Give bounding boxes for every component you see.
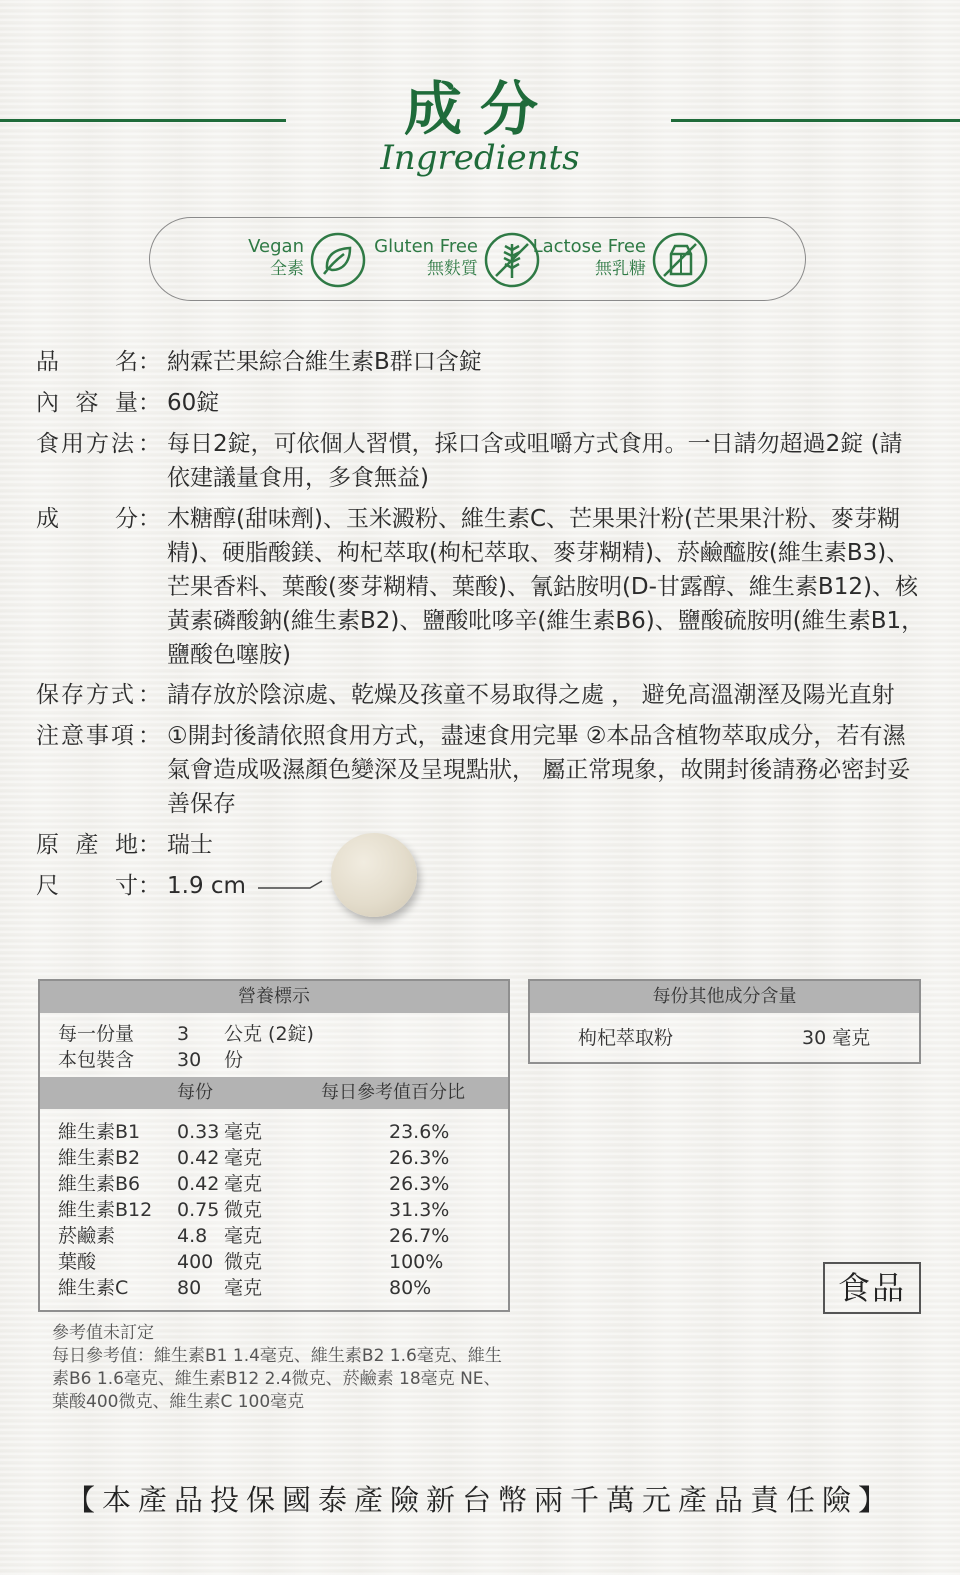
nutrient-dv: 31.3%	[389, 1199, 450, 1221]
badge-vegan-en: Vegan	[248, 236, 304, 257]
nutrient-name: 菸鹼素	[58, 1225, 116, 1247]
nutrient-dv: 23.6%	[389, 1121, 450, 1143]
serving-label: 每一份量	[58, 1023, 135, 1045]
other-ingredient-name: 枸杞萃取粉	[578, 1027, 674, 1049]
nutrition-title: 營養標示	[40, 981, 508, 1013]
table-row	[40, 1119, 508, 1145]
product-name-label: 品 名	[36, 349, 138, 375]
page-subtitle: Ingredients	[380, 138, 580, 178]
nutrient-unit: 微克	[224, 1251, 263, 1273]
badge-gluten-zh: 無麩質	[427, 259, 478, 279]
content-label: 內 容 量	[36, 390, 138, 416]
nutrition-column-header	[40, 1077, 508, 1109]
badge-lactose-en: Lactose Free	[532, 236, 646, 257]
nutrient-name: 維生素B2	[58, 1147, 141, 1169]
insurance-footer: 【本產品投保國泰產險新台幣兩千萬元產品責任險】	[65, 1483, 894, 1517]
col-per-serving: 每份	[177, 1082, 213, 1103]
nutrient-amount: 0.75	[177, 1199, 220, 1221]
size-label: 尺 寸	[36, 873, 138, 899]
nutrient-unit: 微克	[224, 1199, 263, 1221]
table-row	[40, 1145, 508, 1171]
nutrient-name: 維生素B6	[58, 1173, 141, 1195]
nutrient-name: 維生素B1	[58, 1121, 141, 1143]
tablet-image	[331, 833, 417, 917]
nutrient-dv: 80%	[389, 1277, 432, 1299]
nutrient-unit: 毫克	[224, 1225, 263, 1247]
product-name-value: 納霖芒果綜合維生素B群口含錠	[167, 349, 482, 375]
nutrient-amount: 400	[177, 1251, 214, 1273]
milk-carton-icon	[652, 232, 708, 288]
other-ingredients-title: 每份其他成分含量	[530, 981, 919, 1013]
package-unit: 份	[224, 1049, 244, 1071]
ingredients-label: 成 分	[36, 506, 138, 532]
col-daily-value: 每日參考值百分比	[321, 1082, 465, 1103]
nutrient-unit: 毫克	[224, 1147, 263, 1169]
serving-unit: 公克 (2錠)	[224, 1023, 314, 1045]
nutrient-dv: 100%	[389, 1251, 444, 1273]
storage-label: 保存方式	[36, 682, 136, 708]
table-row	[40, 1171, 508, 1197]
nutrient-amount: 80	[177, 1277, 202, 1299]
table-row	[40, 1223, 508, 1249]
content-value: 60錠	[167, 390, 220, 416]
table-row	[40, 1249, 508, 1275]
table-row	[40, 1275, 508, 1301]
serving-qty: 3	[177, 1023, 190, 1045]
badge-lactose-free	[532, 232, 708, 288]
other-ingredient-amount: 30 毫克	[802, 1027, 871, 1049]
package-qty: 30	[177, 1049, 202, 1071]
nutrient-dv: 26.3%	[389, 1173, 450, 1195]
usage-value: 每日2錠，可依個人習慣，採口含或咀嚼方式食用。一日請勿超過2錠 (請依建議量食用，多食無益)	[167, 431, 903, 491]
leaf-icon	[310, 232, 366, 288]
usage-label: 食用方法	[36, 431, 136, 457]
badge-vegan-zh: 全素	[270, 259, 304, 279]
nutrient-amount: 0.33	[177, 1121, 220, 1143]
caution-label: 注意事項	[36, 723, 136, 749]
nutrient-unit: 毫克	[224, 1277, 263, 1299]
note-daily-reference: 每日參考值：維生素B1 1.4毫克、維生素B2 1.6毫克、維生素B6 1.6毫克、維生素B12 2.4微克、菸鹼素 18毫克 NE、葉酸400微克、維生素C 100毫克	[52, 1346, 502, 1412]
origin-value: 瑞士	[167, 832, 213, 858]
other-ingredients-table	[528, 979, 921, 1064]
nutrient-name: 葉酸	[58, 1251, 97, 1273]
nutrient-dv: 26.7%	[389, 1225, 450, 1247]
origin-label: 原 產 地	[36, 832, 138, 858]
nutrient-amount: 0.42	[177, 1147, 220, 1169]
nutrient-amount: 0.42	[177, 1173, 220, 1195]
nutrient-amount: 4.8	[177, 1225, 208, 1247]
nutrient-name: 維生素B12	[58, 1199, 153, 1221]
page-title: 成分	[403, 75, 556, 143]
badge-lactose-zh: 無乳糖	[595, 259, 646, 279]
size-pointer-line	[258, 876, 328, 890]
reference-notes	[52, 1322, 512, 1414]
size-value: 1.9 cm	[167, 873, 246, 899]
food-label: 食品	[823, 1262, 921, 1314]
nutrient-dv: 26.3%	[389, 1147, 450, 1169]
nutrition-table	[38, 979, 510, 1312]
caution-value: ①開封後請依照食用方式，盡速食用完畢 ②本品含植物萃取成分，若有濕氣會造成吸濕顏色變深及呈現點狀， 屬正常現象，故開封後請務必密封妥善保存	[167, 723, 911, 817]
badge-vegan	[230, 232, 366, 288]
badge-gluten-free	[370, 232, 540, 288]
package-label: 本包裝含	[58, 1049, 135, 1071]
nutrient-unit: 毫克	[224, 1121, 263, 1143]
ingredients-value: 木糖醇(甜味劑)、玉米澱粉、維生素C、芒果果汁粉(芒果果汁粉、麥芽糊精)、硬脂酸鎂、枸杞萃取(枸杞萃取、麥芽糊精)、菸鹼醯胺(維生素B3)、芒果香料、葉酸(麥芽糊精、葉酸)、氰鈷胺明(D-甘露醇、維生素B12)、核黃素磷酸鈉(維生素B2)、鹽酸吡哆辛(維生素B6)、鹽酸硫胺明(維生素B1，鹽酸色噻胺)	[167, 506, 925, 668]
badge-gluten-en: Gluten Free	[374, 236, 478, 257]
storage-value: 請存放於陰涼處、乾燥及孩童不易取得之處 ， 避免高溫潮溼及陽光直射	[167, 682, 895, 708]
nutrient-unit: 毫克	[224, 1173, 263, 1195]
table-row	[40, 1197, 508, 1223]
wheat-icon	[484, 232, 540, 288]
note-not-established: 參考值未訂定	[52, 1323, 154, 1343]
nutrient-name: 維生素C	[58, 1277, 129, 1299]
